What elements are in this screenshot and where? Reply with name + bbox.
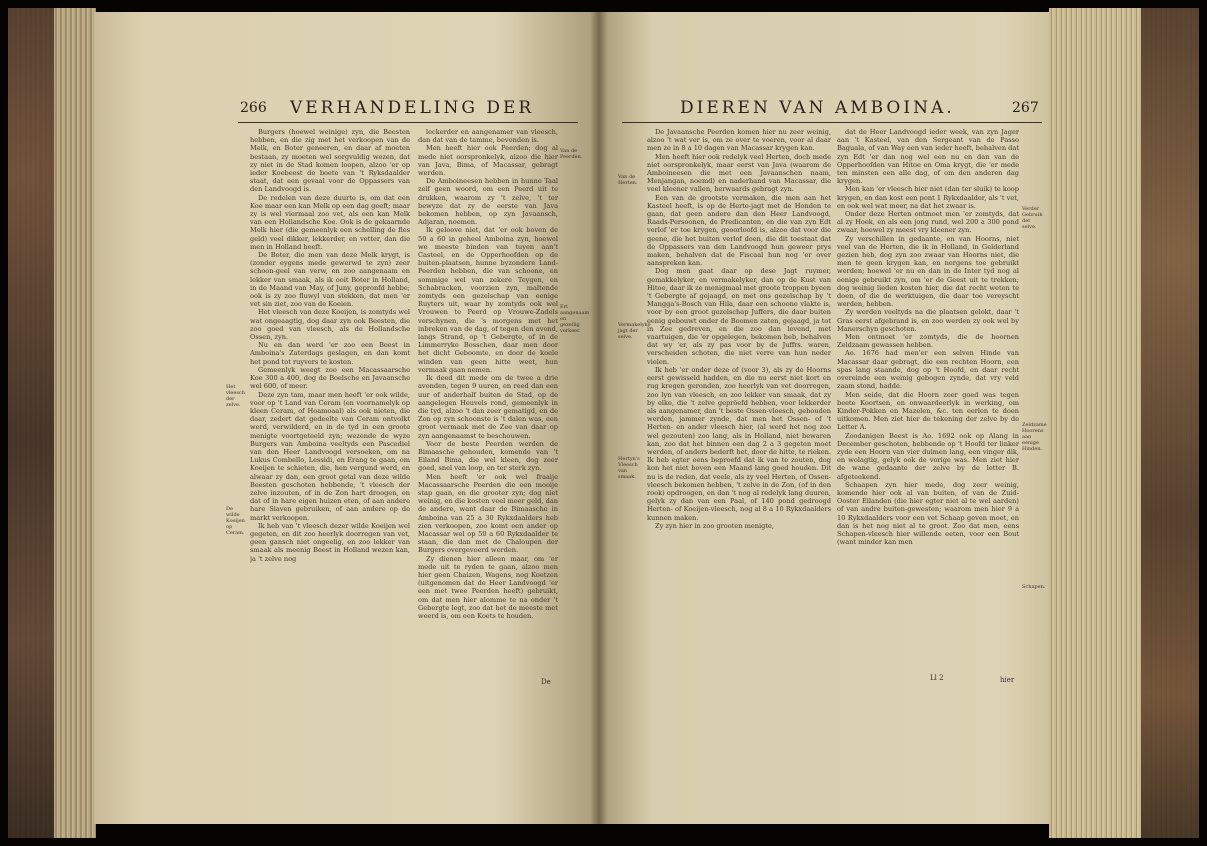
margin-note: Schapen. <box>1022 584 1046 590</box>
paragraph: Ik heb van 't vleesch dezer wilde Koeijen wel gegeten, en dit zoo heerlyk doorregen van vet, geen gansch niet ongeelig, en zoo lekker van smaak als meenig Beest in Holland wezen kan, ja 't zelve nog <box>250 521 410 563</box>
paragraph: Een van de grootste vermaken, die men aan het Kasteel heeft, is op de Herte-jagt met de Honden te gaan, dat geen andere dan den Heer Landvoogd, Raads-Persoonen, de Predicanten, en die van zyn Edt verlof 'er toe krygen, geoorloofd is, alzoo dat voor die geene, die het buiten verlof doen, die dit toestaat dat de Oppassers van den Landvoogd hun geweer prys maken, behalven dat de Fiscaal hun nog 'er over aanspreken kan. <box>647 193 831 268</box>
paragraph: leckerder en aangenamer van vleesch, dan dat van de tamme, bevonden is. <box>418 128 558 145</box>
paragraph: Ik heb 'er onder deze of (voor 3), als zy de Hoorns eerst gewisseld hadden, en die nu eerst niet kort en rug kregen geronden, zoo heerlyk van vet doorregen, zoo lyn van vleesch, en zoo lekker van smaak, dat zy by elke, die 't zelve gepröefd hebben, voor lekkerder als aangenamer, dan 't beste Ossen-vleesch, gehouden werden, jammer zynde, dat men het Ossen- of 't Herten- en ander vleesch hier, (al werd het nog zoo wel gezouten) zoo lang, als in Holland, niet bewaren kan, zoo dat het binnen een dag 2 a 3 gegeten moet werden, of anders bederft het, door de hitte, te rieken. Ik heb egter eens beproefd dat ik van te zouten, dog kon het niet boven een Maand lang goed houden. Dit nu is de reden, dat veele, als zy veel Herten, of Ossen-vleesch bekomen hebben, 't zelve in de Zon, (of in den rook) opdroogen, en dan 't nog al redelyk lang duuren, gelyk zy dan van een Paal, of 140 pond gedroogd Herten- of Koeijen-vleesch, nog al 8 a 10 Rykxdaalders kunnen maken. <box>647 365 831 522</box>
paragraph: Zy verschillen in gedaante, en van Hoorns, niet veel van de Herten, die ik in Holland, in Gelderland gezien heb, dog zyn zoo zwaar van Hoorns niet, die men te geen krygen kan, en nergens toe gebruikt werden; hoewel 'er nu en dan in de Inter tyd nog al eenige gebruikt zyn, om 'er de Geest uit te trekken; dog weinig lieden kosten hier, die dat recht weten te doen, of die de werktuigen, die daar toe vereyscht werden, hebben. <box>837 234 1019 309</box>
signature-mark: Ll 2 <box>930 674 944 682</box>
paragraph: De Amboineesen hebben in hunne Taal zelf geen woord, om een Peerd uit te drukken, waarom zy 't zelve, 't ter bewyze dat zy de eerste van Java bekomen hebben, op zyn Javaansch, Adjaran, noemen. <box>418 177 558 227</box>
margin-note: Zeldzame Hoorens aan eenige Hinden. <box>1022 422 1047 452</box>
paragraph: Zy werden veeltyds na die plaatsen gelokt, daar 't Gras eerst afgebrand is, en zoo werden zy ook wel by Manerschyn geschoten. <box>837 308 1019 333</box>
left-marbled-edge <box>8 8 54 838</box>
paragraph: Zoodanigen Beest is Ao. 1692 ook op Alang in December geschoten, hebbende op 't Hoofd ter linker zyde een Hoorn van vier duimen lang, een vinger dik, en wolagtig, gelyk ook de vorige was. Men ziet hier de wane gedaante der zelve by de letter B. afgeteekend. <box>837 431 1019 481</box>
left-header-rule <box>238 122 578 123</box>
paragraph: dat de Heer Landvoogd ieder week, van zyn Jager aan 't Kasteel, van den Sergeant van de Passo Baguala, of van Way een van ieder heeft, behalven dat zyn Edt 'er dan nog wel een nu en dan van de Opperhoofden van Hitoe en Oma krygt, die 'er mede ten minsten een alle dag, of om den anderen dag krygen. <box>837 128 1019 186</box>
paragraph: Zy dienen hier alleen maar, om 'er mede uit te ryden te gaan, alzoo men hier geen Chaizen, Wagens, nog Koetzen (uitgenomen dat de Heer Landvoogd 'er een met twee Peerden heeft) gebruikt, om dat men hier alomme te na onder 't Gebergte legt, zoo dat het de meeste met weerd is, om een Koets te houden. <box>418 554 558 620</box>
paragraph: Men seide, dat die Hoorn zeer goed was tegen beete Koortsen, en onwaardeerlyk in werking, om Kinder-Pokken en Mazelen, &c. ten eerlen te doen uitkomen. Men ziet hier de tekening der zelve by de Letter A. <box>837 390 1019 432</box>
margin-note: Hertyn's Vleesch van smaak. <box>618 456 640 480</box>
right-header-rule <box>622 122 1042 123</box>
paragraph: Men heeft hier ook redelyk veel Herten, doch mede niet oorspronkelyk, maar eerst van Java (waarom de Amboineesen die met een Javaanschen naam, Menjangan, noemd) en naderhand van Macassar, die veel kleener vallen, herwaards gebragt zyn. <box>647 152 831 194</box>
right-running-head: DIEREN VAN AMBOINA. <box>680 98 955 118</box>
margin-note: Van de Peerden. <box>560 148 583 160</box>
paragraph: Ik geloove niet, dat 'er ook boven de 50 a 60 in geheel Amboina zyn, hoewel we meeste binden van tuyen aan't Casteel, en de Opperhoofden op de buiten-plaatsen, hunne byzondere Land-Peerden hebben, die van schoone, en sommige wel van zekere Teygen, en Schabracken, voorzien zyn, maltende zomtyds een gezelschap van eenige Ruyters uit, waar by zomtyds ook wel Vrouwen te Peerd op Vrouwe-Zadels verschynen, die 's morgens met het inbreken van de dag, of tegen den avond, langs Strand, op 't Gebergte, of in de Limmerryke Bosschen, daar men door het dicht Geboomte, en door de koele winden van geen hitte weet, hun vermaak gaan nemen. <box>418 226 558 374</box>
left-column-2 <box>418 128 558 683</box>
right-catchword: hier <box>1000 676 1015 684</box>
paragraph: Dog men gaat daar op dese Jagt ruymer, gemakkelyker, en vermakelyker, dan op de Kust van Hitoe, daar ik ze menigmaal met groote troppen byeen 't Gebergte af gejaagd, en met ons gezelschap by 't Mangga's-Bosch van Hila, daar een schoone vlakte is, voor by een groot gezelschap Juffers, die daar buiten eenig gebouwt onder de Boomen zaten, gejaagd, ja tot in Zee gedreven, en die zoo dan levend, met vaartuigen, die 'er opgelegen, bekomen heb, behalven dat wy 'er, als zy pas voor by de Juffrs. waren, verscheiden schoten, die niet verre van hun neder vielen. <box>647 267 831 366</box>
left-column-1 <box>250 128 410 693</box>
right-column-1 <box>647 128 831 693</box>
paragraph: Schaapen zyn hier mede, dog zeer weinig, komende hier ook al van buiten, of van de Zuid-Ooster Eilanden (die hier egter niet al te wel aarden) of van andre buiten-gewesten; waarom men hier 9 a 10 Rykxdaalders voor een vet Schaap geven moet, en dan is het nog niet al te groot. Zoo dat men, eens Schapen-vleesch hier willende eeten, voor een Bout (want minder kan men <box>837 480 1019 547</box>
paragraph: Men kan 'er vleesch hier niet (dan ter sluik) te koop krygen, en dan kost een pont 1 Rykxdaalder, als 't vet, en ook wel wat meer, na dat het zwaar is. <box>837 185 1019 210</box>
paragraph: Burgers (hoewel weinige) zyn, die Beesten hebben, en die zig met het verkoopen van de Melk, en Boter geneeren, en daar af moeten bestaan, zy moeten wel sorgvuldig wezen, dat zy niet in de Stad komen loopen, alzoo 'er op ieder Koebeest de boete van 't Ryksdaalder staat, dat een gevaal voor de Oppassers van den Landvoogd is. <box>250 128 410 194</box>
margin-note: Verder Gebruik der selve. <box>1022 206 1043 230</box>
paragraph: De Boter, die men van deze Melk krygt, is (zonder eygens mede gewerwd te zyn) zeer schoon-geel van verw, en zoo aangenaam en lekker van smaak, als ik ooit Boter in Holland, in de Maand van May, of Juny, gepronfd hebbe; ook is zy zoo fluwyl van stekken, dat men 'er vet sin ziet, zoo van de Koeien. <box>250 251 410 309</box>
margin-note: Ert aangenaam en gezellig verkeer. <box>560 304 590 334</box>
paragraph: Onder deze Herten ontmoet men 'er zomtyds, dat al zy Hoek, en als een jong rund, wel 200 a 300 pond zwaar, hoewel zy meest vry kleener zyn. <box>837 210 1019 235</box>
paragraph: Ao. 1676 had men'er een selven Hinde van Macassar daar gebragt, die een rechten Hoorn, een spas lang staande, dog op 't Hoofd, en daar recht overeinde een weinig gebogen zynde, dat vry veld zaam stond, hadde. <box>837 349 1019 391</box>
paragraph: Voor de beste Peerden werden de Bimaasche gehouden, komende van 't Eiland Bima, die wel kleen, dog zeer goed, snel van loop, en ter sterk zyn. <box>418 439 558 473</box>
margin-note: De wilde Koeijen op Ceram. <box>226 506 245 536</box>
paragraph: Het vleesch van deze Koeijen, is zomtyds wel wat ongeaagtig, dog daar zyn ook Beesten, die zoo goed van vleesch, als de Hollandsche Ossen, zyn. <box>250 308 410 342</box>
paragraph: Gemeenlyk weegt zoo een Macassaarsche Koe 300 a 400, dog de Boelsche en Javaansche wel 600, of meer. <box>250 365 410 391</box>
paragraph: Men heeft hier ook Peerden; dog al mede niet oorspronkelyk, alzoo die hier van Java, Bima, of Macassar, gebragt werden. <box>418 144 558 178</box>
left-running-head: VERHANDELING DER <box>290 98 535 118</box>
book-gutter <box>590 12 608 824</box>
left-catchword: De <box>541 678 551 686</box>
paragraph: Deze zyn tam, maar men heeft 'er ook wilde, voor op 't Land van Ceram (en voornamelyk op kleen Ceram, of Hoamoaal) als ook nieten, die daar, zedert dat gedeelte van Ceram ontvolkt werd, verwilderd, en in de tyd in een groote menigte voortgeteeld zyn; wezende de wyze Burgers van Amboina veeltyds een Pascediel van den Heer Landvoogd versoeken, om na Lukus Combello, Lessidi, en Erang te gaan, om Koeijen te schieten, die, hen vergund werd, en alwaar zy dan, een groot getal van deze wilde Beesten geschoten hebbende, 't vleesch der zelve inzouten, of in de Zon hart droogen, en dat of in hare eigen huizen eten, of aan andere hare Slaven gebruiken, of aan andere op de markt verkoopen. <box>250 390 410 522</box>
margin-note: Vermakelyke jagt der selve. <box>618 322 651 340</box>
paragraph: Zy zyn hier in zoo grooten menigte, <box>655 521 774 530</box>
paragraph: Nu en dan werd 'er zoo een Beest in Amboina's Zaterdags geslagen, en dan komt het pond tot ruyvers te kosten. <box>250 341 410 366</box>
margin-note: Het vleesch der zelve. <box>226 384 245 408</box>
right-marbled-edge <box>1141 8 1199 838</box>
right-page-number: 267 <box>1012 100 1039 116</box>
paragraph: Ik deed dit mede om de twee a drie avonden, tegen 9 uuren, en reed dan een uur of anderhalf buiten de Stad, op de aangelegen Heuvels rond, gemeenlyk in die tyd, alzoo 't dan zeer gematigd, en de Zon op zyn schoonste is 't dalen was, een groot vermaak met de Zee van daar op zyn aangenaamst te beschouwen. <box>418 374 558 440</box>
paragraph: Men ontmoet 'er zomtyds, die de hoornen Zeldzaam gewassen hebben. <box>837 333 1019 350</box>
paragraph: De redelen van deze duurte is, om dat een Koe maar een kan Melk op een dag geeft; maar zy is wel viermaal zoo vet, als een kan Melk van een Hollandsche Koe. Ook is de gekaarnde Melk hier (die gemeenlyk een schelling de fles geld) veel dikker, lekkerder, en vetter, dan die men in Holland heeft. <box>250 193 410 251</box>
paragraph: De Javaansche Peerden komen hier nu zeer weinig, alzoo 't wat ver is, om ze over te voeren, voor al daar men ze in 8 a 10 dagen van Macassar krygen kan. <box>647 128 831 153</box>
margin-note: Van de Herten. <box>618 174 638 186</box>
left-page-number: 266 <box>240 100 267 116</box>
right-column-2 <box>837 128 1019 673</box>
paragraph: Men heeft 'er ook wel fraaije Macassaarsche Peerden die een mooije stap gaan, en die grooter zyn; dog niet weinig, en die kosten veel meer geld, dan de andere, want daar de Bimaasche in Amboina van 25 a 30 Rykxdaalders heb zien verkoopen, zoo komt een ander op Macassar wel op 50 a 60 Rykxdaalder te staan, die dan met de Chaloupen der Burgers overgevoerd werden. <box>418 472 558 555</box>
